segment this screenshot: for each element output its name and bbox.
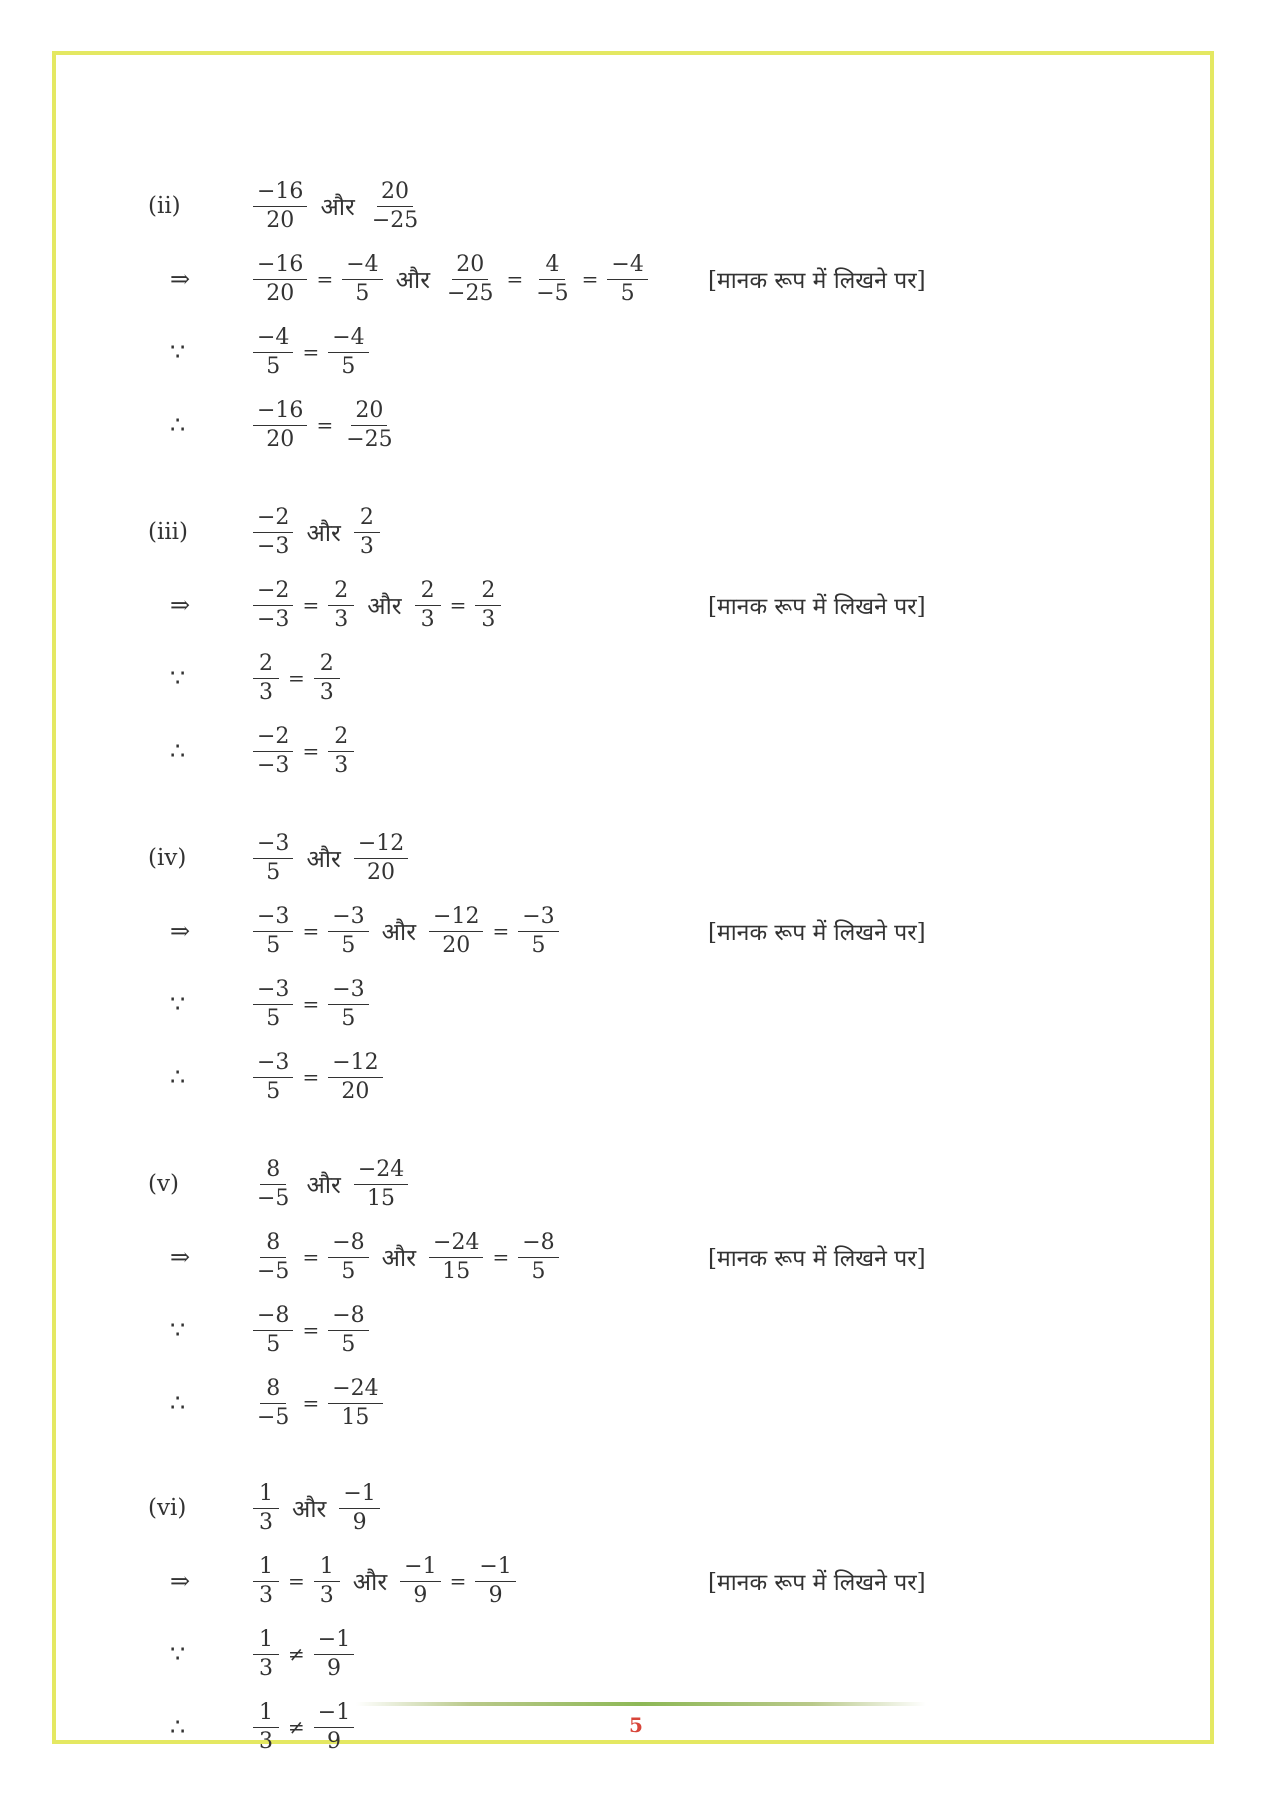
numerator: −2 bbox=[253, 504, 293, 533]
because-symbol bbox=[148, 664, 250, 692]
fraction bbox=[475, 1553, 515, 1610]
conjunction-word: और bbox=[381, 1243, 417, 1272]
fraction bbox=[253, 723, 293, 780]
numerator: 1 bbox=[314, 1553, 340, 1582]
part-label: (vi) bbox=[148, 1495, 187, 1521]
fraction bbox=[328, 324, 368, 381]
denominator: 5 bbox=[355, 280, 370, 306]
denominator: 5 bbox=[341, 1005, 356, 1031]
therefore-symbol-glyph: ∴ bbox=[170, 737, 186, 765]
given-expression bbox=[250, 830, 411, 887]
operator: = bbox=[449, 593, 467, 617]
fraction bbox=[475, 577, 501, 634]
conjunction-word: और bbox=[306, 844, 341, 873]
conjunction-word: और bbox=[352, 1567, 388, 1596]
fraction bbox=[354, 1156, 408, 1213]
numerator: −1 bbox=[314, 1626, 354, 1655]
fraction bbox=[253, 178, 307, 235]
numerator: 2 bbox=[328, 577, 354, 606]
denominator: 9 bbox=[326, 1655, 341, 1681]
fraction bbox=[518, 903, 558, 960]
numerator: −1 bbox=[400, 1553, 440, 1582]
fraction bbox=[253, 830, 293, 887]
because-symbol bbox=[148, 1316, 250, 1344]
implies-symbol-glyph: ⇒ bbox=[170, 591, 191, 619]
fraction bbox=[328, 1229, 368, 1286]
implies-symbol bbox=[148, 1567, 250, 1595]
numerator: 8 bbox=[260, 1375, 286, 1404]
standard-form-expression bbox=[250, 903, 562, 960]
denominator: 9 bbox=[488, 1582, 503, 1608]
numerator: −16 bbox=[253, 397, 307, 426]
fraction bbox=[607, 251, 647, 308]
standard-form-expression bbox=[250, 1553, 519, 1610]
denominator: −5 bbox=[536, 280, 569, 306]
numerator: 1 bbox=[253, 1699, 279, 1728]
denominator: 5 bbox=[266, 1005, 281, 1031]
numerator: 2 bbox=[415, 577, 441, 606]
fraction bbox=[429, 1229, 483, 1286]
denominator: 9 bbox=[413, 1582, 428, 1608]
since-row bbox=[148, 1618, 968, 1690]
conclusion-row bbox=[148, 715, 968, 787]
operator: ≠ bbox=[288, 1715, 305, 1739]
denominator: 20 bbox=[266, 207, 295, 233]
operator: = bbox=[302, 340, 320, 364]
because-symbol bbox=[148, 990, 250, 1018]
implies-symbol bbox=[148, 591, 250, 619]
denominator: 20 bbox=[367, 859, 396, 885]
denominator: 9 bbox=[352, 1509, 367, 1535]
fraction bbox=[339, 1480, 379, 1537]
conjunction-word: और bbox=[381, 917, 417, 946]
denominator: 3 bbox=[259, 1582, 273, 1608]
numerator: 2 bbox=[475, 577, 501, 606]
fraction bbox=[415, 577, 441, 634]
numerator: −8 bbox=[328, 1229, 368, 1258]
denominator: 3 bbox=[259, 1655, 273, 1681]
numerator: −4 bbox=[328, 324, 368, 353]
fraction bbox=[253, 324, 293, 381]
operator: = bbox=[492, 919, 510, 943]
denominator: −5 bbox=[257, 1404, 290, 1430]
operator: ≠ bbox=[288, 1642, 305, 1666]
numerator: 8 bbox=[260, 1229, 286, 1258]
operator: = bbox=[302, 919, 320, 943]
fraction bbox=[328, 1302, 368, 1359]
operator: = bbox=[581, 267, 599, 291]
fraction bbox=[253, 577, 293, 634]
denominator: −3 bbox=[257, 533, 290, 559]
fraction bbox=[253, 1156, 293, 1213]
fraction bbox=[342, 251, 382, 308]
operator: = bbox=[492, 1245, 510, 1269]
denominator: 5 bbox=[266, 859, 281, 885]
given-row bbox=[148, 170, 968, 242]
denominator: 5 bbox=[341, 353, 356, 379]
given-row bbox=[148, 822, 968, 894]
denominator: 20 bbox=[341, 1078, 370, 1104]
since-expression bbox=[250, 324, 372, 381]
denominator: 5 bbox=[266, 353, 281, 379]
denominator: 5 bbox=[341, 932, 356, 958]
numerator: 1 bbox=[253, 1553, 279, 1582]
numerator: 2 bbox=[328, 723, 354, 752]
numerator: 1 bbox=[253, 1626, 279, 1655]
denominator: 20 bbox=[266, 426, 295, 452]
fraction bbox=[328, 976, 368, 1033]
denominator: −25 bbox=[346, 426, 393, 452]
standard-form-note: [मानक रूप में लिखने पर] bbox=[708, 920, 926, 946]
denominator: 3 bbox=[334, 752, 349, 778]
denominator: −5 bbox=[257, 1258, 290, 1284]
operator: = bbox=[302, 739, 320, 763]
numerator: −4 bbox=[253, 324, 293, 353]
implies-symbol-glyph: ⇒ bbox=[170, 265, 191, 293]
because-symbol-glyph: ∵ bbox=[170, 338, 186, 366]
denominator: −3 bbox=[257, 606, 290, 632]
conjunction-word: और bbox=[367, 591, 402, 620]
conclusion-expression bbox=[250, 1049, 386, 1106]
operator: = bbox=[316, 267, 334, 291]
fraction bbox=[253, 650, 279, 707]
therefore-symbol bbox=[148, 737, 250, 765]
therefore-symbol-glyph: ∴ bbox=[170, 1063, 186, 1091]
since-expression bbox=[250, 1626, 357, 1683]
denominator: 20 bbox=[442, 932, 471, 958]
denominator: 3 bbox=[319, 679, 334, 705]
conjunction-word: और bbox=[320, 192, 355, 221]
denominator: 15 bbox=[367, 1185, 396, 1211]
operator: = bbox=[288, 1569, 305, 1593]
therefore-symbol bbox=[148, 1389, 250, 1417]
since-row bbox=[148, 316, 968, 388]
operator: = bbox=[302, 1318, 320, 1342]
numerator: −3 bbox=[253, 976, 293, 1005]
operator: = bbox=[302, 593, 320, 617]
because-symbol bbox=[148, 1640, 250, 1668]
fraction bbox=[253, 1375, 293, 1432]
fraction bbox=[368, 178, 422, 235]
denominator: 20 bbox=[266, 280, 295, 306]
conclusion-expression bbox=[250, 723, 357, 780]
denominator: 3 bbox=[481, 606, 496, 632]
numerator: −8 bbox=[253, 1302, 293, 1331]
denominator: 5 bbox=[266, 1331, 281, 1357]
therefore-symbol-glyph: ∴ bbox=[170, 1389, 186, 1417]
since-row bbox=[148, 1294, 968, 1366]
fraction bbox=[328, 1049, 382, 1106]
numerator: 4 bbox=[539, 251, 565, 280]
standard-form-note: [मानक रूप में लिखने पर] bbox=[708, 1570, 926, 1596]
denominator: −3 bbox=[257, 752, 290, 778]
numerator: −3 bbox=[253, 1049, 293, 1078]
numerator: −16 bbox=[253, 178, 307, 207]
conclusion-expression bbox=[250, 1375, 386, 1432]
fraction bbox=[253, 1480, 279, 1537]
numerator: −24 bbox=[354, 1156, 408, 1185]
fraction bbox=[328, 1375, 382, 1432]
standard-form-note: [मानक रूप में लिखने पर] bbox=[708, 594, 926, 620]
implies-symbol bbox=[148, 917, 250, 945]
fraction bbox=[342, 397, 396, 454]
given-row bbox=[148, 496, 968, 568]
operator: = bbox=[506, 267, 524, 291]
fraction bbox=[518, 1229, 558, 1286]
since-expression bbox=[250, 976, 372, 1033]
since-expression bbox=[250, 650, 343, 707]
implies-symbol-glyph: ⇒ bbox=[170, 1567, 191, 1595]
fraction bbox=[328, 903, 368, 960]
numerator: 2 bbox=[314, 650, 340, 679]
denominator: 5 bbox=[531, 932, 546, 958]
conjunction-word: और bbox=[395, 265, 431, 294]
denominator: −25 bbox=[447, 280, 494, 306]
because-symbol-glyph: ∵ bbox=[170, 1640, 186, 1668]
fraction bbox=[443, 251, 497, 308]
conjunction-word: और bbox=[292, 1494, 327, 1523]
denominator: 5 bbox=[341, 1258, 356, 1284]
fraction bbox=[429, 903, 483, 960]
standard-form-expression bbox=[250, 251, 651, 308]
operator: = bbox=[449, 1569, 467, 1593]
denominator: 15 bbox=[341, 1404, 370, 1430]
fraction bbox=[532, 251, 572, 308]
fraction bbox=[253, 1302, 293, 1359]
numerator: −4 bbox=[607, 251, 647, 280]
numerator: −3 bbox=[253, 903, 293, 932]
operator: = bbox=[302, 1065, 320, 1089]
fraction bbox=[354, 830, 408, 887]
numerator: −8 bbox=[328, 1302, 368, 1331]
denominator: 5 bbox=[341, 1331, 356, 1357]
fraction bbox=[253, 1229, 293, 1286]
since-row bbox=[148, 642, 968, 714]
conclusion-row bbox=[148, 1041, 968, 1113]
denominator: 5 bbox=[266, 932, 281, 958]
numerator: 2 bbox=[354, 504, 380, 533]
because-symbol-glyph: ∵ bbox=[170, 990, 186, 1018]
implies-symbol bbox=[148, 1243, 250, 1271]
therefore-symbol-glyph: ∴ bbox=[170, 411, 186, 439]
numerator: −8 bbox=[518, 1229, 558, 1258]
numerator: −16 bbox=[253, 251, 307, 280]
therefore-symbol-glyph: ∴ bbox=[170, 1713, 186, 1741]
denominator: 3 bbox=[259, 1728, 273, 1754]
fraction bbox=[354, 504, 380, 561]
page-number: 5 bbox=[629, 1713, 643, 1737]
denominator: 5 bbox=[620, 280, 635, 306]
fraction bbox=[253, 397, 307, 454]
given-expression bbox=[250, 1156, 411, 1213]
fraction bbox=[253, 1553, 279, 1610]
standard-form-note: [मानक रूप में लिखने पर] bbox=[708, 268, 926, 294]
standard-form-expression bbox=[250, 1229, 562, 1286]
fraction bbox=[314, 1553, 340, 1610]
fraction bbox=[328, 723, 354, 780]
numerator: −3 bbox=[328, 976, 368, 1005]
denominator: 3 bbox=[259, 679, 273, 705]
because-symbol bbox=[148, 338, 250, 366]
standard-form-expression bbox=[250, 577, 504, 634]
because-symbol-glyph: ∵ bbox=[170, 664, 186, 692]
denominator: −5 bbox=[257, 1185, 290, 1211]
given-expression bbox=[250, 178, 425, 235]
conclusion-row bbox=[148, 1367, 968, 1439]
conjunction-word: और bbox=[306, 518, 341, 547]
implies-symbol-glyph: ⇒ bbox=[170, 1243, 191, 1271]
numerator: 20 bbox=[351, 397, 387, 426]
operator: = bbox=[302, 1391, 320, 1415]
because-symbol-glyph: ∵ bbox=[170, 1316, 186, 1344]
conjunction-word: और bbox=[306, 1170, 341, 1199]
fraction bbox=[314, 1626, 354, 1683]
implies-symbol bbox=[148, 265, 250, 293]
fraction bbox=[253, 1626, 279, 1683]
denominator: 9 bbox=[326, 1728, 341, 1754]
fraction bbox=[328, 577, 354, 634]
fraction bbox=[400, 1553, 440, 1610]
denominator: 3 bbox=[420, 606, 435, 632]
numerator: 1 bbox=[253, 1480, 279, 1509]
fraction bbox=[253, 251, 307, 308]
given-row bbox=[148, 1472, 968, 1544]
numerator: −12 bbox=[328, 1049, 382, 1078]
numerator: −3 bbox=[328, 903, 368, 932]
denominator: 3 bbox=[259, 1509, 273, 1535]
fraction bbox=[253, 504, 293, 561]
numerator: 20 bbox=[452, 251, 488, 280]
part-label: (iv) bbox=[148, 845, 187, 871]
operator: = bbox=[302, 1245, 320, 1269]
footer-divider bbox=[356, 1702, 926, 1706]
since-row bbox=[148, 968, 968, 1040]
operator: = bbox=[302, 992, 320, 1016]
denominator: 15 bbox=[442, 1258, 471, 1284]
numerator: −3 bbox=[518, 903, 558, 932]
denominator: 3 bbox=[319, 1582, 334, 1608]
part-label: (iii) bbox=[148, 519, 189, 545]
numerator: −1 bbox=[475, 1553, 515, 1582]
denominator: 3 bbox=[359, 533, 374, 559]
given-row bbox=[148, 1148, 968, 1220]
denominator: 5 bbox=[266, 1078, 281, 1104]
since-expression bbox=[250, 1302, 372, 1359]
denominator: −25 bbox=[371, 207, 419, 233]
numerator: −2 bbox=[253, 577, 293, 606]
numerator: −24 bbox=[429, 1229, 483, 1258]
numerator: −2 bbox=[253, 723, 293, 752]
numerator: 8 bbox=[260, 1156, 286, 1185]
numerator: 2 bbox=[253, 650, 279, 679]
given-expression bbox=[250, 1480, 383, 1537]
standard-form-note: [मानक रूप में लिखने पर] bbox=[708, 1246, 926, 1272]
therefore-symbol bbox=[148, 1063, 250, 1091]
conclusion-row bbox=[148, 389, 968, 461]
fraction bbox=[253, 976, 293, 1033]
part-label: (v) bbox=[148, 1171, 179, 1197]
denominator: 5 bbox=[531, 1258, 546, 1284]
operator: = bbox=[288, 666, 305, 690]
therefore-symbol bbox=[148, 411, 250, 439]
fraction bbox=[253, 903, 293, 960]
given-expression bbox=[250, 504, 383, 561]
operator: = bbox=[316, 413, 334, 437]
fraction bbox=[253, 1049, 293, 1106]
numerator: −1 bbox=[314, 1699, 354, 1728]
numerator: 20 bbox=[377, 178, 413, 207]
implies-symbol-glyph: ⇒ bbox=[170, 917, 191, 945]
conclusion-expression bbox=[250, 397, 400, 454]
numerator: −3 bbox=[253, 830, 293, 859]
fraction bbox=[314, 650, 340, 707]
denominator: 3 bbox=[334, 606, 349, 632]
numerator: −24 bbox=[328, 1375, 382, 1404]
numerator: −4 bbox=[342, 251, 382, 280]
part-label: (ii) bbox=[148, 193, 181, 219]
numerator: −12 bbox=[429, 903, 483, 932]
numerator: −1 bbox=[339, 1480, 379, 1509]
numerator: −12 bbox=[354, 830, 408, 859]
